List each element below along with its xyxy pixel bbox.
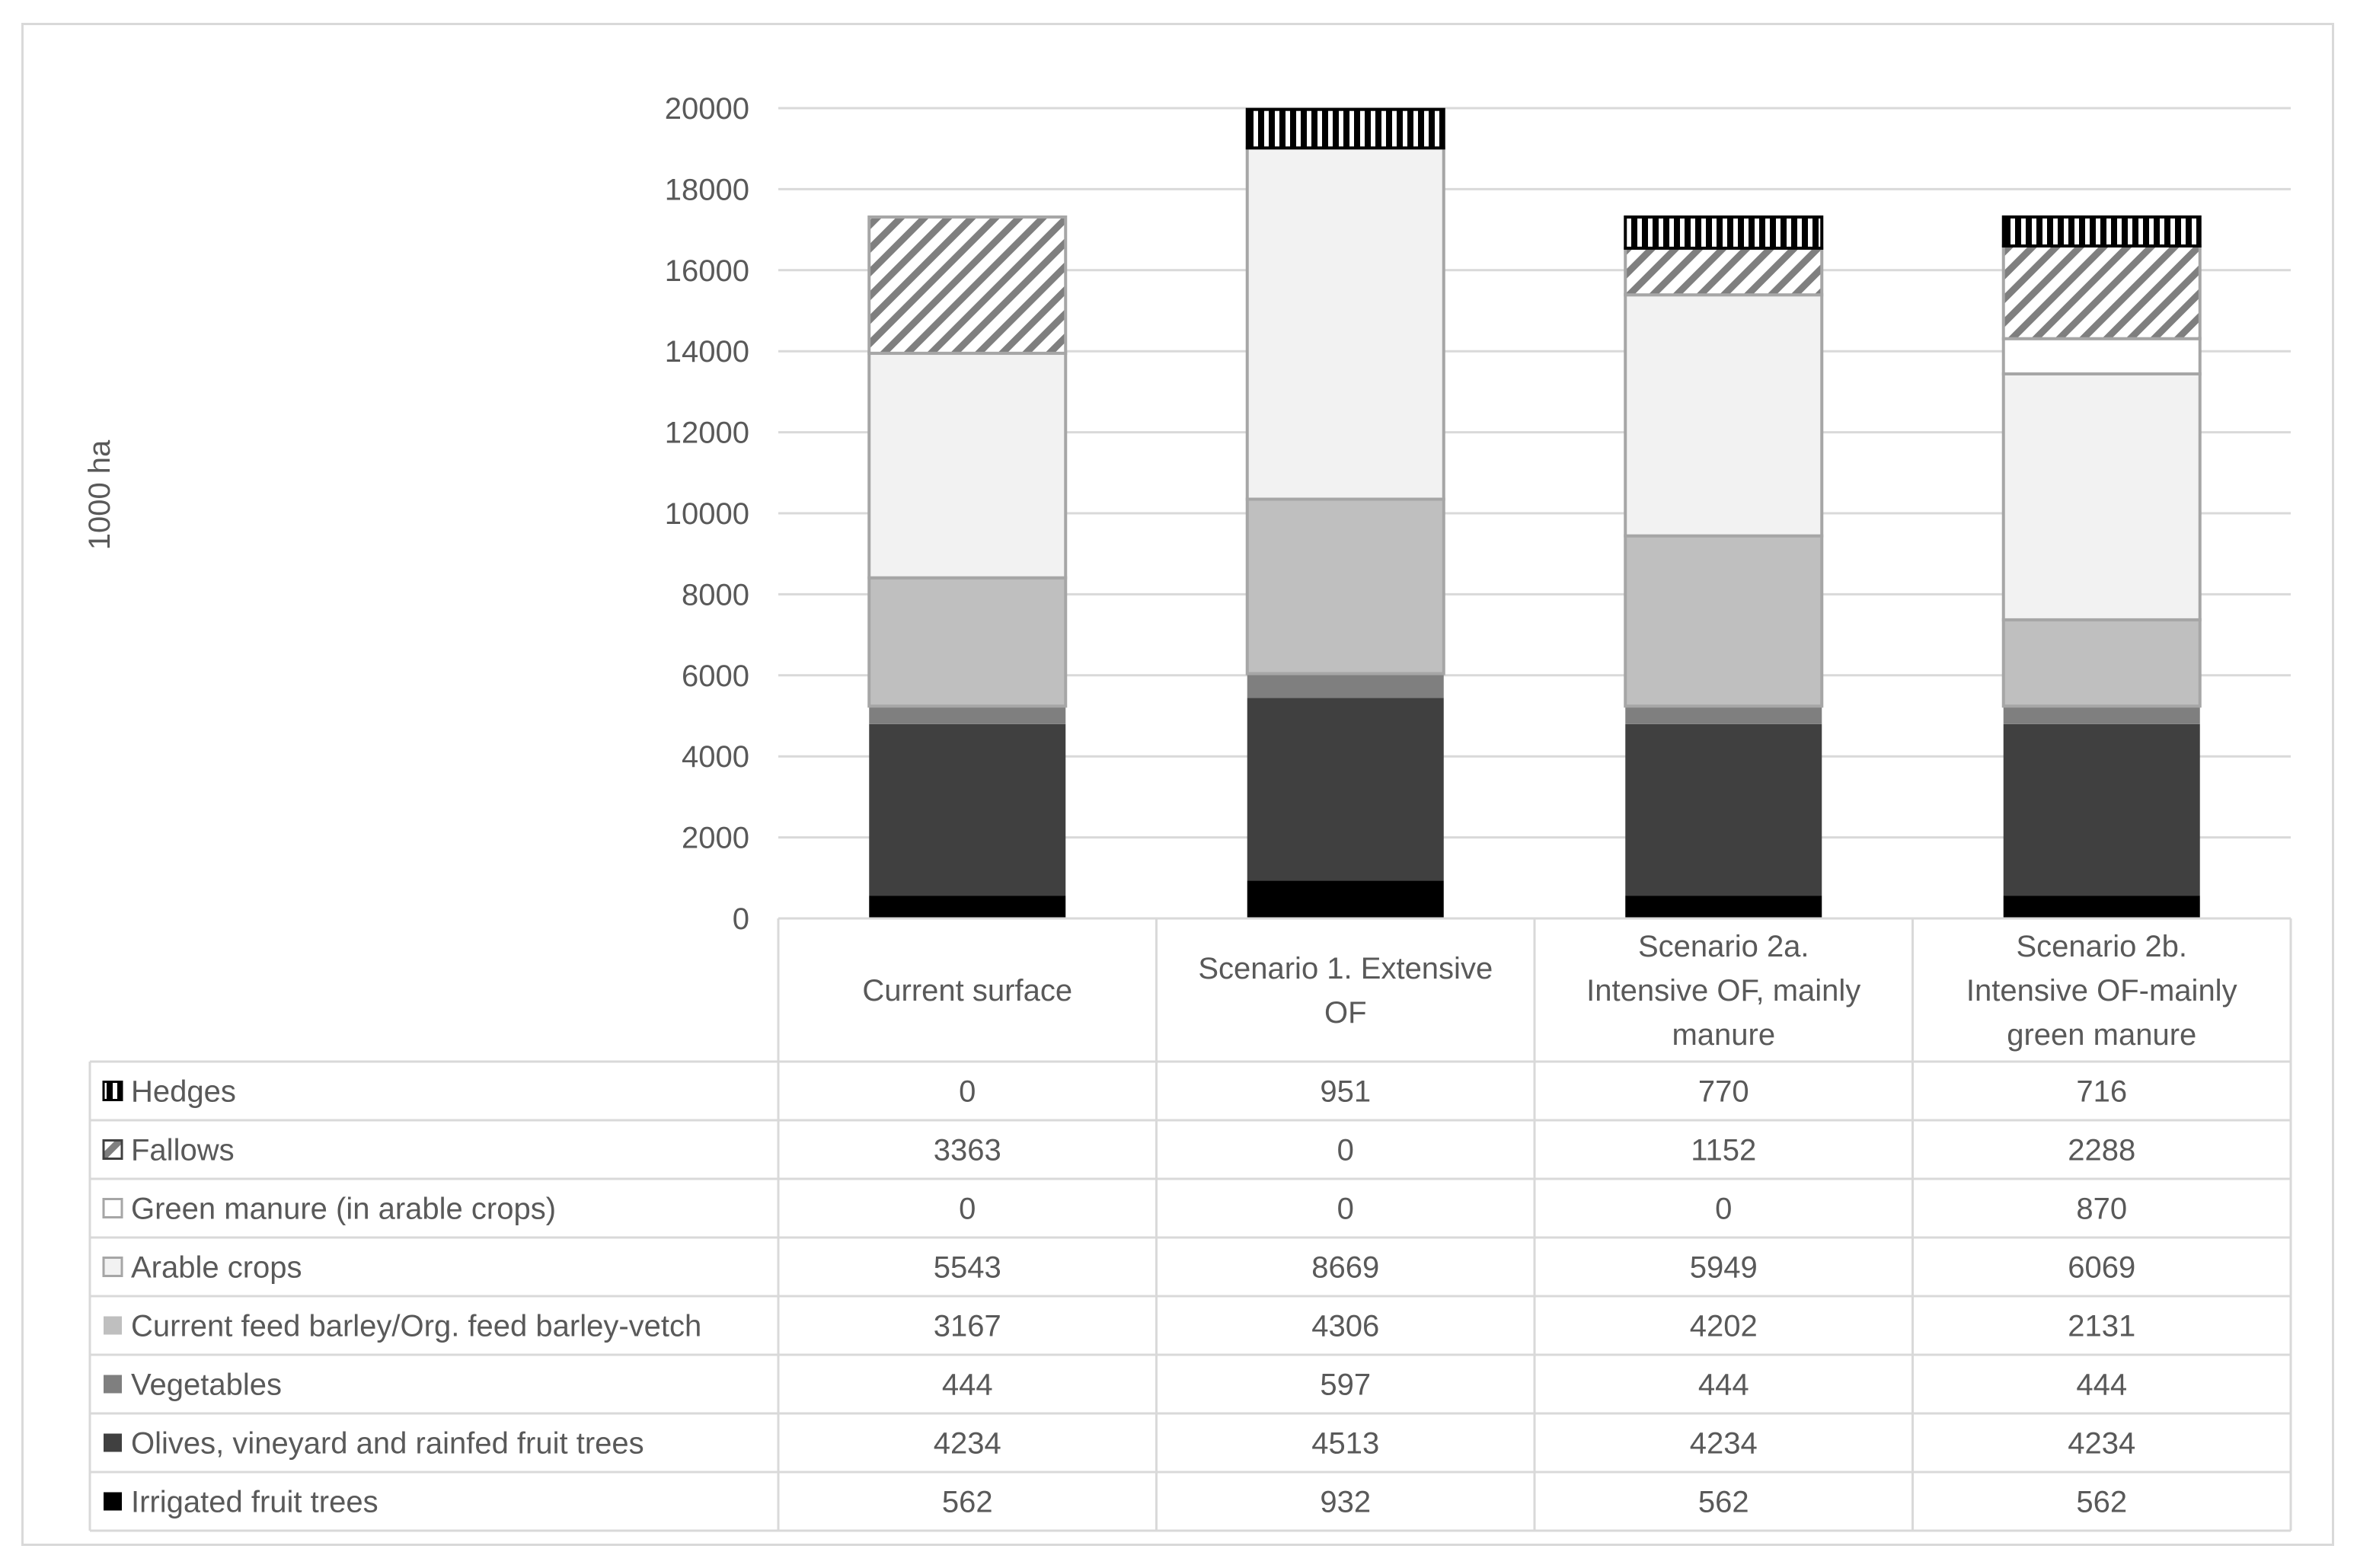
bar-segment (869, 217, 1065, 353)
table-value: 932 (1320, 1485, 1372, 1519)
category-label: Scenario 2b. (2016, 930, 2188, 963)
table-value: 2288 (2068, 1133, 2136, 1167)
category-label: manure (1672, 1018, 1776, 1052)
y-axis-label: 1000 ha (83, 439, 117, 551)
table-value: 4202 (1689, 1309, 1758, 1343)
bar-segment (2004, 339, 2200, 374)
y-tick-label: 10000 (664, 497, 749, 531)
category-label: Current surface (862, 974, 1073, 1008)
series-name: Hedges (131, 1075, 236, 1109)
bar-segment (1625, 217, 1822, 248)
y-tick-label: 2000 (682, 821, 749, 855)
table-value: 597 (1320, 1368, 1372, 1402)
table-value: 951 (1320, 1075, 1372, 1109)
bar-segment (2004, 706, 2200, 724)
bar-segment (869, 724, 1065, 896)
y-tick-label: 6000 (682, 659, 749, 693)
y-axis (665, 92, 749, 936)
table-value: 8669 (1311, 1250, 1380, 1285)
table-value: 4234 (933, 1426, 1001, 1461)
data-table (90, 918, 2291, 1531)
table-value: 444 (1697, 1368, 1749, 1402)
table-value: 562 (941, 1485, 993, 1519)
legend-key (104, 1082, 122, 1100)
table-value: 444 (941, 1368, 993, 1402)
bar-segment (869, 578, 1065, 706)
table-value: 0 (1337, 1192, 1354, 1226)
table-value: 870 (2076, 1192, 2128, 1226)
bar-segment (1625, 295, 1822, 535)
table-value: 4234 (1689, 1426, 1758, 1461)
y-tick-label: 16000 (664, 254, 749, 288)
table-value: 4306 (1311, 1309, 1380, 1343)
table-value: 4513 (1311, 1426, 1380, 1461)
table-value: 0 (1337, 1133, 1354, 1167)
bar-segment (869, 896, 1065, 918)
table-value: 3167 (933, 1309, 1001, 1343)
y-tick-label: 12000 (664, 416, 749, 450)
bar-segment (1625, 536, 1822, 707)
table-value: 0 (959, 1192, 976, 1226)
bar-segment (2004, 217, 2200, 246)
series-name: Vegetables (131, 1368, 282, 1402)
bar-segment (869, 353, 1065, 578)
bar-segment (1625, 248, 1822, 295)
y-tick-label: 14000 (664, 335, 749, 369)
bar-segment (2004, 896, 2200, 918)
bar-segment (1625, 724, 1822, 896)
y-tick-label: 4000 (682, 740, 749, 774)
series-name: Irrigated fruit trees (131, 1485, 378, 1519)
series-name: Fallows (131, 1133, 235, 1167)
table-value: 6069 (2068, 1250, 2136, 1285)
bar-segment (2004, 620, 2200, 706)
series-name: Current feed barley/Org. feed barley-vetch (131, 1309, 702, 1343)
legend-key (104, 1317, 122, 1335)
legend-key (104, 1434, 122, 1452)
category-label: OF (1324, 996, 1367, 1030)
y-tick-label: 18000 (664, 173, 749, 207)
table-value: 5543 (933, 1250, 1001, 1285)
table-value: 0 (1715, 1192, 1733, 1226)
series-name: Arable crops (131, 1250, 302, 1285)
bar-segment (869, 706, 1065, 724)
legend-key (104, 1375, 122, 1394)
bar-segment (1247, 110, 1444, 148)
bar-segment (1625, 706, 1822, 724)
category-label: Scenario 1. Extensive (1198, 952, 1493, 985)
table-value: 1152 (1691, 1133, 1757, 1167)
legend-key (104, 1493, 122, 1511)
legend-key (104, 1199, 122, 1218)
y-tick-label: 20000 (664, 92, 749, 126)
table-value: 4234 (2068, 1426, 2136, 1461)
table-value: 3363 (933, 1133, 1001, 1167)
table-value: 562 (1697, 1485, 1749, 1519)
series-name: Green manure (in arable crops) (131, 1192, 557, 1226)
series-name: Olives, vineyard and rainfed fruit trees (131, 1426, 644, 1461)
table-value: 562 (2076, 1485, 2128, 1519)
legend-key (104, 1258, 122, 1276)
bar-segment (2004, 246, 2200, 339)
bar-segment (1247, 674, 1444, 698)
bar-segment (1625, 896, 1822, 918)
table-value: 716 (2076, 1075, 2128, 1109)
y-tick-label: 0 (732, 902, 749, 936)
table-value: 5949 (1689, 1250, 1758, 1285)
y-tick-label: 8000 (682, 578, 749, 612)
table-value: 444 (2076, 1368, 2128, 1402)
bar-segment (2004, 724, 2200, 896)
table-value: 770 (1697, 1075, 1749, 1109)
legend-key (104, 1141, 122, 1159)
category-label: Intensive OF, mainly (1586, 974, 1861, 1008)
bar-segment (1247, 148, 1444, 499)
table-value: 2131 (2068, 1309, 2136, 1343)
bar-segment (2004, 374, 2200, 620)
category-label: Intensive OF-mainly (1966, 974, 2237, 1008)
bar-segment (1247, 880, 1444, 918)
category-label: Scenario 2a. (1637, 930, 1809, 963)
category-label: green manure (2007, 1018, 2197, 1052)
bar-segment (1247, 499, 1444, 673)
bar-segment (1247, 698, 1444, 880)
table-value: 0 (959, 1075, 976, 1109)
